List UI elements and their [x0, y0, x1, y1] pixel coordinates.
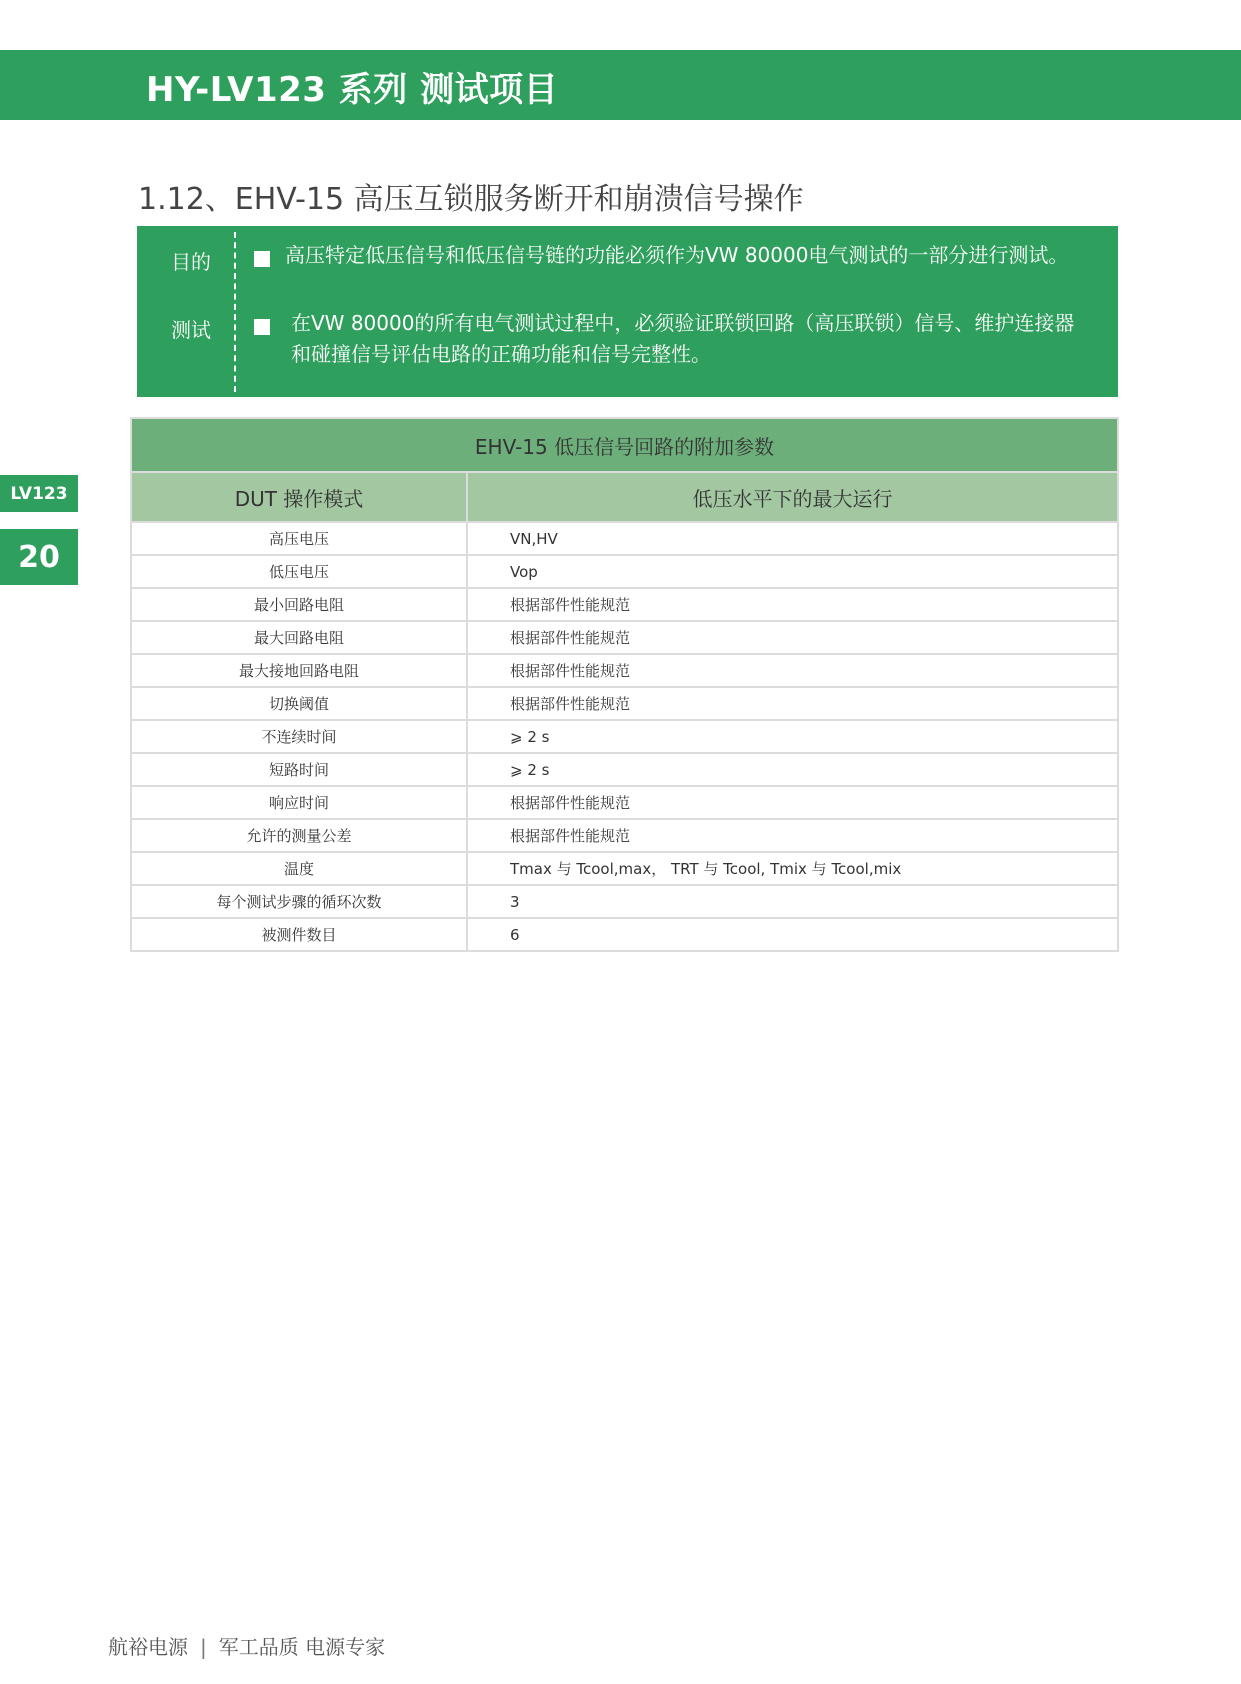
row-name: 高压电压 — [131, 522, 467, 555]
row-name: 最大回路电阻 — [131, 621, 467, 654]
table-row — [131, 819, 1118, 852]
table-row — [131, 786, 1118, 819]
row-name: 温度 — [131, 852, 467, 885]
table-row — [131, 555, 1118, 588]
row-value: Tmax 与 Tcool,max， TRT 与 Tcool, Tmix 与 Tcool,mix — [467, 852, 1118, 885]
row-value: 根据部件性能规范 — [467, 819, 1118, 852]
table-row — [131, 918, 1118, 951]
row-name: 不连续时间 — [131, 720, 467, 753]
row-value: 3 — [467, 885, 1118, 918]
row-name: 切换阈值 — [131, 687, 467, 720]
table-row — [131, 720, 1118, 753]
info-label-purpose: 目的 — [171, 250, 211, 274]
row-value: ⩾ 2 s — [467, 720, 1118, 753]
footer-separator: | — [200, 1635, 207, 1659]
table-row — [131, 654, 1118, 687]
row-value: 根据部件性能规范 — [467, 687, 1118, 720]
table-row — [131, 522, 1118, 555]
table-row — [131, 687, 1118, 720]
row-value: ⩾ 2 s — [467, 753, 1118, 786]
table-row — [131, 621, 1118, 654]
table-caption: EHV-15 低压信号回路的附加参数 — [131, 418, 1118, 472]
params-table — [130, 417, 1119, 952]
row-value: VN,HV — [467, 522, 1118, 555]
row-name: 响应时间 — [131, 786, 467, 819]
bullet-square-icon — [254, 319, 270, 335]
table-row — [131, 852, 1118, 885]
bullet-square-icon — [254, 251, 270, 267]
row-name: 低压电压 — [131, 555, 467, 588]
info-box — [137, 226, 1118, 397]
row-value: 根据部件性能规范 — [467, 621, 1118, 654]
table-header-max-operation: 低压水平下的最大运行 — [467, 472, 1118, 522]
table-row — [131, 885, 1118, 918]
info-text-test: 在VW 80000的所有电气测试过程中，必须验证联锁回路（高压联锁）信号、维护连接器和碰撞信号评估电路的正确功能和信号完整性。 — [291, 311, 1075, 366]
row-name: 允许的测量公差 — [131, 819, 467, 852]
info-text-purpose: 高压特定低压信号和低压信号链的功能必须作为VW 80000电气测试的一部分进行测试。 — [285, 243, 1069, 267]
row-name: 最小回路电阻 — [131, 588, 467, 621]
footer-brand: 航裕电源 — [108, 1635, 188, 1659]
footer — [108, 1631, 385, 1660]
table-row — [131, 588, 1118, 621]
row-name: 每个测试步骤的循环次数 — [131, 885, 467, 918]
info-divider — [234, 232, 236, 392]
header-bar — [0, 50, 1241, 120]
footer-slogan: 军工品质 电源专家 — [218, 1635, 386, 1659]
table-row — [131, 753, 1118, 786]
row-value: 根据部件性能规范 — [467, 786, 1118, 819]
side-tab-label: LV123 — [0, 475, 78, 512]
page-number: 20 — [0, 529, 78, 585]
row-value: 6 — [467, 918, 1118, 951]
info-label-test: 测试 — [171, 318, 211, 342]
header-title: HY-LV123 系列 测试项目 — [146, 70, 559, 110]
row-value: Vop — [467, 555, 1118, 588]
row-name: 短路时间 — [131, 753, 467, 786]
row-name: 最大接地回路电阻 — [131, 654, 467, 687]
row-value: 根据部件性能规范 — [467, 654, 1118, 687]
table-header-mode: DUT 操作模式 — [131, 472, 467, 522]
row-value: 根据部件性能规范 — [467, 588, 1118, 621]
row-name: 被测件数目 — [131, 918, 467, 951]
section-title: 1.12、EHV-15 高压互锁服务断开和崩溃信号操作 — [138, 182, 804, 217]
